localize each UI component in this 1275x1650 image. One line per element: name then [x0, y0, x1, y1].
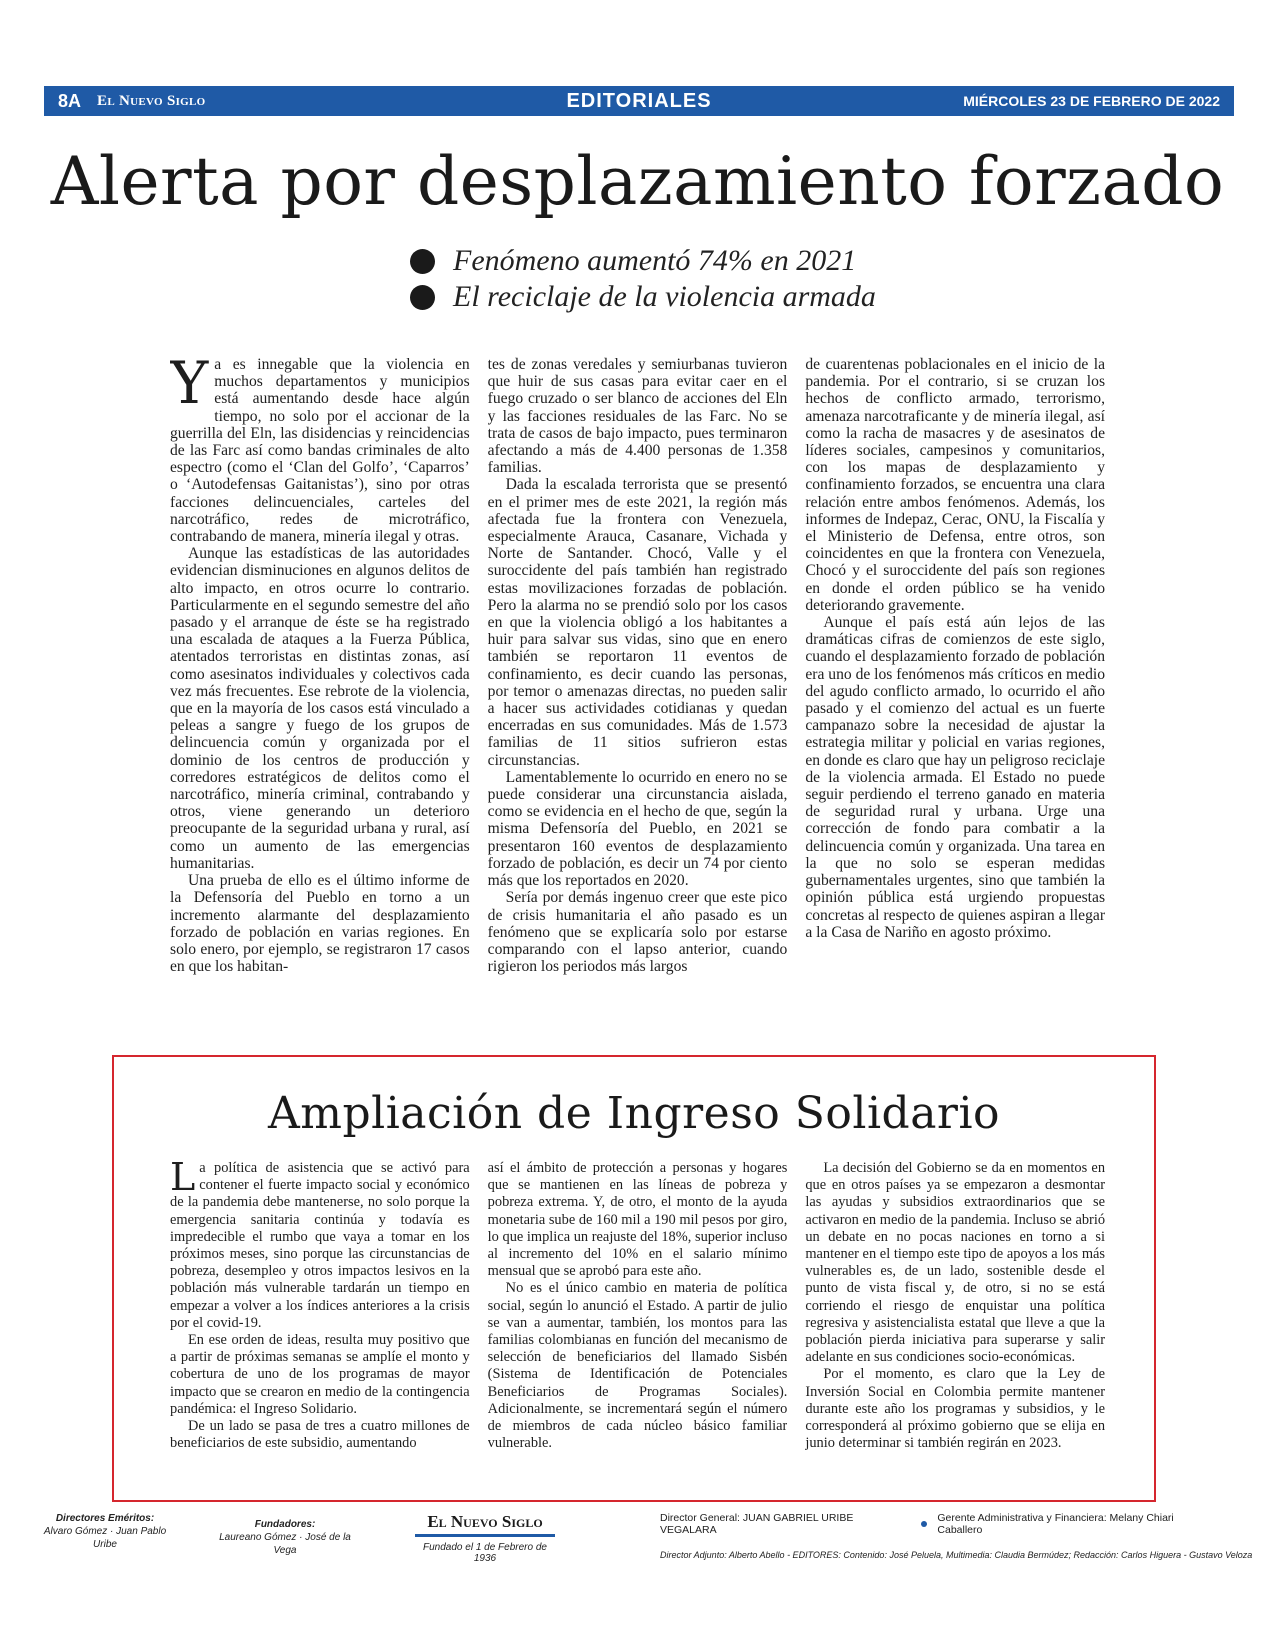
editorial-2-title: Ampliación de Ingreso Solidario	[267, 1088, 1001, 1139]
text-column-2	[488, 356, 788, 1048]
paragraph: La decisión del Gobierno se da en momentos en que en otros países ya se empezaron a desmontar las ayudas y subsidios extraordinarios que se activaron en medio de la pandemia. Incluso se abrió un debate en no pocas naciones en torno a si mantener en el tiempo este tipo de apoyos a los más vulnerables es, de un lado, sostenible desde el punto de vista fiscal y, de otro, si no se está corriendo el riesgo de enquistar una política regresiva y asistencialista estatal que lleve a que la población pierda iniciativa para superarse y salir adelante en sus condiciones socio-económicas.	[805, 1160, 1105, 1366]
founders-label: Fundadores:	[254, 1519, 316, 1530]
subtitle-text: Fenómeno aumentó 74% en 2021	[453, 244, 857, 277]
paragraph: De un lado se pasa de tres a cuatro millones de beneficiarios de este subsidio, aumentando	[170, 1418, 470, 1452]
paragraph: Sería por demás ingenuo creer que este pico de crisis humanitaria el año pasado es un fenómeno que se explicaría solo por estarse comparando con el lapso anterior, cuando rigieron los periodos más largos	[487, 889, 788, 976]
paragraph: Por el momento, es claro que la Ley de Inversión Social en Colombia permite mantener durante este año los programas y subsidios, y le corresponderá al próximo gobierno que se elija en junio determinar si también regirán en 2023.	[805, 1366, 1105, 1452]
general-manager: Gerente Administrativa y Financiera: Melany Chiari Caballero	[937, 1512, 1174, 1536]
staff-row	[660, 1512, 1220, 1536]
paragraph: Aunque el país está aún lejos de las dramáticas cifras de comienzos de este siglo, cuando el desplazamiento forzado de población era uno de los fenómenos más críticos en medio del agudo conflicto armado, lo ocurrido el año pasado y el comienzo del actual es un fuerte campanazo sobre la necesidad de ajustar la estrategia militar y policial en varias regiones, en donde es claro que hay un peligroso reciclaje de la violencia armada. El Estado no puede seguir perdiendo el terreno ganado en materia de seguridad rural y urbana. Urge una corrección de fondo para combatir a la delincuencia común y organizada. Una tarea en la que no solo se esperan medidas gubernamentales urgentes, sino que también la opinión pública está urgiendo propuestas concretas al respecto de quienes aspiran a llegar a la Casa de Nariño en agosto próximo.	[805, 614, 1105, 941]
subtitle-text: El reciclaje de la violencia armada	[453, 280, 876, 313]
founders-names: Laureano Gómez · José de la Vega	[219, 1532, 351, 1556]
drop-cap: L	[170, 1160, 196, 1199]
text-column-2	[488, 1160, 788, 1485]
paragraph: Aunque las estadísticas de las autoridades evidencian disminuciones en algunos delitos de alto impacto, en otros ocurre lo contrario. Particularmente en el segundo semestre del año pasado y el arranque de éste se ha registrado una escalada de ataques a la Fuerza Pública, atentados terroristas en distintas zonas, así como asesinatos individuales y colectivos cada vez más frecuentes. Ese rebrote de la violencia, que en la mayoría de los casos está vinculado a peleas a sangre y fuego de los grupos de delincuencia común y organizada por el dominio de los centros de producción y corredores estratégicos de delitos como el narcotráfico, minería criminal, contrabando y otros, viene generando un deterioro preocupante de la seguridad urbana y rural, así como un aumento de las emergencias humanitarias.	[170, 545, 470, 872]
issue-date: MIÉRCOLES 23 DE FEBRERO DE 2022	[963, 93, 1220, 109]
drop-cap: Y	[170, 356, 209, 417]
subtitle-bullets	[410, 243, 1110, 315]
editorial-title: Alerta por desplazamiento forzado	[50, 143, 1225, 220]
subtitle-bullet	[410, 243, 1110, 279]
emeritus-label: Directores Eméritos:	[55, 1513, 155, 1524]
founders	[210, 1518, 360, 1557]
text-column-1	[170, 356, 470, 1048]
paragraph: así el ámbito de protección a personas y hogares que se mantienen en las líneas de pobreza y pobreza extrema. Y, de otro, el monto de la ayuda monetaria sube de 160 mil a 190 mil pesos por giro, lo que implica un reajuste del 18%, superior incluso al incremento del 10% en el salario mínimo mensual que se aprobó para este año.	[487, 1160, 788, 1280]
paragraph: Ya es innegable que la violencia en muchos departamentos y municipios está aumentando desde hace algún tiempo, no solo por el accionar de la guerrilla del Eln, las disidencias y reincidencias de las Farc así como bandas criminales de alto espectro (como el ‘Clan del Golfo’, ‘Caparros’ o ‘Autodefensas Gaitanistas’), sino por otras facciones delincuenciales, carteles del narcotráfico, redes de microtráfico, contrabando de manera, minería ilegal y otras.	[170, 356, 470, 546]
header-left	[58, 91, 206, 112]
paragraph: de cuarentenas poblacionales en el inicio de la pandemia. Por el contrario, si se cruzan los hechos de conflicto armado, terrorismo, amenaza narcotraficante y de minería ilegal, así como la racha de masacres y de asesinatos de líderes sociales, campesinos y comunitarios, con los mapas de desplazamiento y confinamiento forzados, se encuentra una clara relación entre ambos fenómenos. Además, los informes de Indepaz, Cerac, ONU, la Fiscalía y el Ministerio de Defensa, entre otros, son coincidentes en que la frontera con Venezuela, Chocó y el suroccidente del país son regiones en donde el orden público se ha venido deteriorando gravemente.	[805, 356, 1105, 614]
paragraph: Una prueba de ello es el último informe de la Defensoría del Pueblo en torno a un incremento alarmante del desplazamiento forzado de población en varias regiones. En solo enero, por ejemplo, se registraron 17 casos en que los habitan-	[170, 872, 470, 976]
text-column-3	[805, 1160, 1105, 1485]
paragraph: No es el único cambio en materia de política social, según lo anunció el Estado. A partir de julio se van a aumentar, también, los montos para las familias colombianas en función del mecanismo de selección de beneficiarios del llamado Sisbén (Sistema de Identificación de Potenciales Beneficiarios de Programas Sociales). Adicionalmente, se incrementará según el número de miembros de cada núcleo básico familiar vulnerable.	[487, 1280, 788, 1452]
bullet-dot-icon	[410, 285, 435, 310]
paragraph: tes de zonas veredales y semiurbanas tuvieron que huir de sus casas para evitar caer en el fuego cruzado o ser blanco de acciones del Eln y las facciones residuales de las Farc. No se trata de casos de bajo impacto, pues terminaron afectando a más de 4.400 personas de 1.358 familias.	[487, 356, 788, 477]
editorial-staff	[660, 1512, 1253, 1560]
paragraph: Lamentablemente lo ocurrido en enero no se puede considerar una circunstancia aislada, como se evidencia en el hecho de que, según la misma Defensoría del Pueblo, en 2021 se presentaron 160 eventos de desplazamiento forzado de población, es decir un 74 por ciento más que los reportados en 2020.	[487, 768, 788, 890]
section-title: EDITORIALES	[566, 89, 712, 112]
page-number: 8A	[58, 90, 82, 111]
director-general: Director General: JUAN GABRIEL URIBE VEGALARA	[660, 1512, 854, 1536]
staff-credits: Director Adjunto: Alberto Abello - EDITORES: Contenido: José Peluela, Multimedia: Claudia Bermúdez; Redacción: Carlos Higuera - Gustavo Veloza	[660, 1550, 1253, 1560]
paper-name: El Nuevo Siglo	[97, 92, 206, 109]
emeritus-directors	[40, 1512, 170, 1551]
emeritus-names: Alvaro Gómez · Juan Pablo Uribe	[43, 1526, 167, 1550]
masthead-footer	[40, 1512, 1253, 1612]
founded-date: Fundado el 1 de Febrero de 1936	[423, 1542, 547, 1564]
bullet-dot-icon	[410, 249, 435, 274]
subtitle-bullet	[410, 279, 1110, 315]
editorial-2-body	[170, 1160, 1105, 1485]
text-column-3	[805, 356, 1105, 1048]
editorial-body	[170, 356, 1105, 1048]
text-column-1	[170, 1160, 470, 1485]
paragraph: La política de asistencia que se activó para contener el fuerte impacto social y económico de la pandemia debe mantenerse, no solo porque la emergencia sanitaria continúa y todavía es impredecible el rumbo que vaya a tomar en los próximos meses, sino porque las circunstancias de pobreza, desempleo y otros impactos lesivos en la población más vulnerable tardarán un tiempo en empezar a volver a los índices anteriores a la crisis por el covid-19.	[170, 1160, 470, 1331]
separator-dot-icon	[921, 1521, 927, 1527]
paragraph: En ese orden de ideas, resulta muy positivo que a partir de próximas semanas se amplíe el monto y cobertura de uno de los programas de mayor impacto que se crearon en medio de la contingencia pandémica: el Ingreso Solidario.	[170, 1332, 470, 1417]
paragraph: Dada la escalada terrorista que se presentó en el primer mes de este 2021, la región más afectada fue la frontera con Venezuela, especialmente Arauca, Casanare, Vichada y Norte de Santander. Chocó, Valle y el suroccidente del país también han registrado estas movilizaciones forzadas de población. Pero la alarma no se prendió solo por los casos en que la violencia obligó a los habitantes a huir para salvar sus vidas, sino que en enero también se reportaron 11 eventos de confinamiento, es decir cuando las personas, por temor o amenazas directas, no pueden salir a hacer sus actividades cotidianas y quedan encerradas en sus comunidades. Más de 1.573 familias de 11 sitios sufrieron estas circunstancias.	[487, 476, 788, 769]
page-header-bar	[44, 86, 1234, 116]
footer-logo	[415, 1512, 555, 1564]
footer-paper-name: El Nuevo Siglo	[415, 1512, 555, 1537]
